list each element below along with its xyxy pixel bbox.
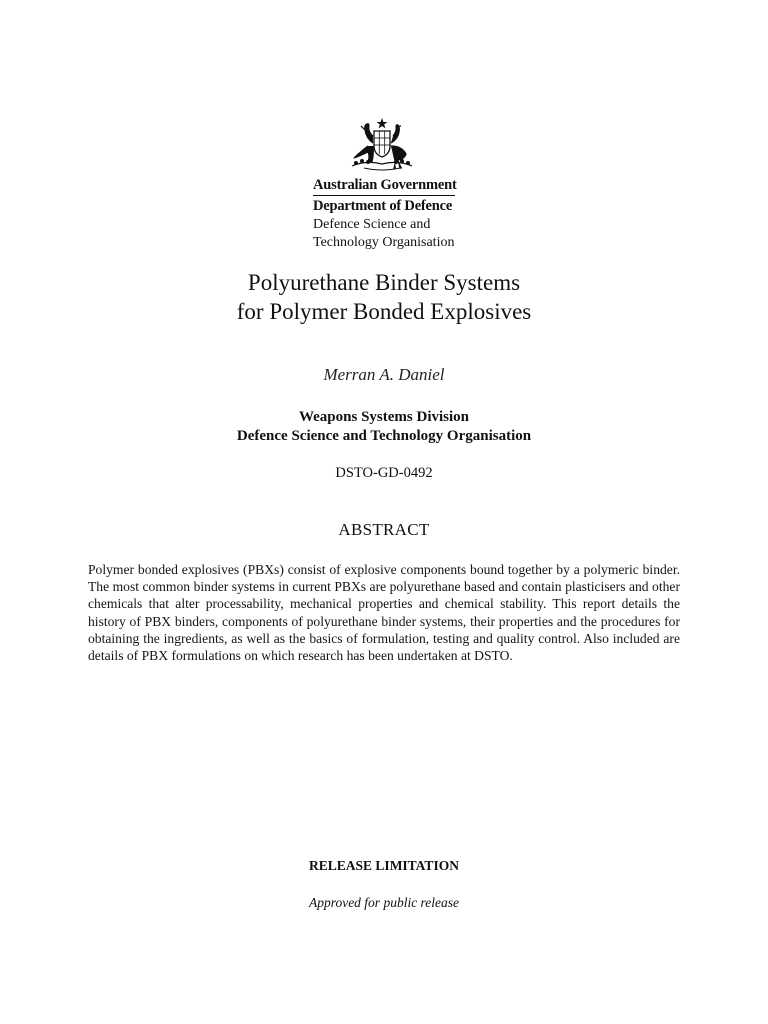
abstract-text: Polymer bonded explosives (PBXs) consist of explosive components bound together by a polymeric binder. The most common binder systems in current PBXs are polyurethane based and contain plasticisers and other chemicals that alter processability, mechanical properties and chemical stability. This report details the history of PBX binders, components of polyurethane binder systems, their properties and the procedures for obtaining the ingredients, as well as the basics of formulation, testing and quality control. Also included are details of PBX formulations on which research has been undertaken at DSTO. xyxy=(88,562,680,664)
title-line2: for Polymer Bonded Explosives xyxy=(236,299,532,324)
agency-organisation-line2: Technology Organisation xyxy=(313,235,455,250)
agency-divider xyxy=(313,195,455,196)
affiliation xyxy=(0,408,768,445)
agency-department: Department of Defence xyxy=(313,198,453,214)
title-line1: Polyurethane Binder Systems xyxy=(247,270,521,295)
agency-organisation-line1: Defence Science and xyxy=(313,217,431,232)
release-limitation-text: Approved for public release xyxy=(308,895,460,910)
agency-government: Australian Government xyxy=(313,177,457,193)
report-number: DSTO-GD-0492 xyxy=(335,465,433,481)
agency-block xyxy=(313,176,513,252)
release-limitation-heading: RELEASE LIMITATION xyxy=(309,858,459,873)
document-title xyxy=(0,268,768,326)
abstract-heading: ABSTRACT xyxy=(338,520,430,539)
coat-of-arms-icon xyxy=(346,116,418,176)
author: Merran A. Daniel xyxy=(323,365,445,384)
affiliation-division: Weapons Systems Division xyxy=(298,409,470,425)
affiliation-organisation: Defence Science and Technology Organisation xyxy=(236,427,532,444)
